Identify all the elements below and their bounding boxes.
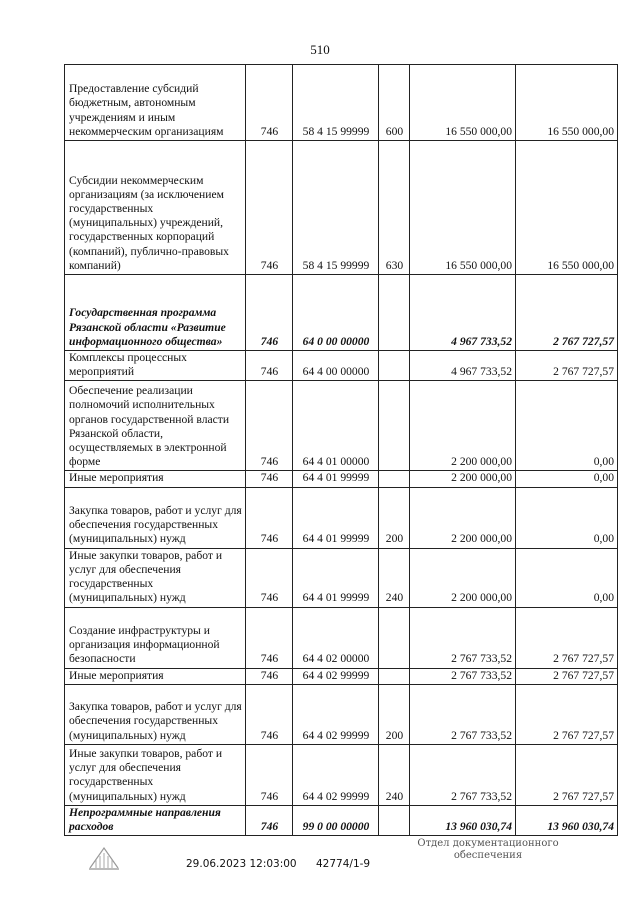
row-sum-1: 2 767 733,52	[410, 607, 516, 668]
row-code: 64 4 02 99999	[293, 668, 379, 684]
row-name: Комплексы процессных мероприятий	[65, 351, 246, 381]
row-sum-2: 2 767 727,57	[516, 668, 618, 684]
row-name: Иные закупки товаров, работ и услуг для обеспечения государственных (муниципальных) нужд	[65, 744, 246, 805]
row-grbs: 746	[246, 684, 293, 744]
row-sum-2: 0,00	[516, 548, 618, 607]
row-name: Иные закупки товаров, работ и услуг для обеспечения государственных (муниципальных) нужд	[65, 548, 246, 607]
row-sum-1: 16 550 000,00	[410, 65, 516, 141]
row-code: 64 4 01 99999	[293, 487, 379, 548]
row-code: 64 4 02 99999	[293, 744, 379, 805]
table-row	[65, 141, 618, 275]
row-name: Государственная программа Рязанской области «Развитие информационного общества»	[65, 275, 246, 351]
row-grbs: 746	[246, 471, 293, 487]
row-sum-1: 2 767 733,52	[410, 668, 516, 684]
row-sum-2: 0,00	[516, 381, 618, 471]
row-sum-2: 13 960 030,74	[516, 805, 618, 835]
row-name: Субсидии некоммерческим организациям (за исключением государственных (муниципальных) учреждений, государственных корпораций (компаний), публично-правовых компаний)	[65, 141, 246, 275]
row-code: 99 0 00 00000	[293, 805, 379, 835]
row-name: Иные мероприятия	[65, 471, 246, 487]
row-grbs: 746	[246, 607, 293, 668]
row-code: 58 4 15 99999	[293, 65, 379, 141]
table-row	[65, 381, 618, 471]
row-grbs: 746	[246, 744, 293, 805]
table-row	[65, 487, 618, 548]
footer-timestamp: 29.06.2023 12:03:00	[186, 858, 297, 870]
row-sum-1: 2 200 000,00	[410, 487, 516, 548]
row-vr	[379, 668, 410, 684]
row-sum-1: 2 767 733,52	[410, 744, 516, 805]
row-name: Закупка товаров, работ и услуг для обеспечения государственных (муниципальных) нужд	[65, 487, 246, 548]
row-vr: 200	[379, 684, 410, 744]
row-sum-2: 2 767 727,57	[516, 744, 618, 805]
row-code: 64 4 00 00000	[293, 351, 379, 381]
row-code: 58 4 15 99999	[293, 141, 379, 275]
row-vr: 630	[379, 141, 410, 275]
row-vr	[379, 381, 410, 471]
row-code: 64 4 01 99999	[293, 471, 379, 487]
row-code: 64 4 02 99999	[293, 684, 379, 744]
table-row	[65, 548, 618, 607]
department-stamp-line2: обеспечения	[453, 850, 523, 861]
row-sum-2: 16 550 000,00	[516, 65, 618, 141]
table-row	[65, 744, 618, 805]
table-row	[65, 351, 618, 381]
row-code: 64 4 02 00000	[293, 607, 379, 668]
row-sum-1: 2 767 733,52	[410, 684, 516, 744]
row-vr: 240	[379, 548, 410, 607]
row-name: Создание инфраструктуры и организация информационной безопасности	[65, 607, 246, 668]
row-sum-1: 2 200 000,00	[410, 471, 516, 487]
budget-table	[64, 64, 618, 836]
row-grbs: 746	[246, 487, 293, 548]
row-sum-2: 2 767 727,57	[516, 607, 618, 668]
page-number: 510	[310, 42, 330, 57]
row-sum-2: 2 767 727,57	[516, 684, 618, 744]
row-name: Предоставление субсидий бюджетным, автономным учреждениям и иным некоммерческим организациям	[65, 65, 246, 141]
row-vr: 200	[379, 487, 410, 548]
row-grbs: 746	[246, 351, 293, 381]
footer-doc-number: 42774/1-9	[316, 858, 371, 870]
row-vr	[379, 275, 410, 351]
row-vr: 240	[379, 744, 410, 805]
row-grbs: 746	[246, 275, 293, 351]
table-row	[65, 805, 618, 835]
table-row	[65, 65, 618, 141]
row-name: Обеспечение реализации полномочий исполнительных органов государственной власти Рязанской области, осуществляемых в электронной форме	[65, 381, 246, 471]
row-grbs: 746	[246, 668, 293, 684]
row-sum-1: 16 550 000,00	[410, 141, 516, 275]
row-sum-1: 2 200 000,00	[410, 548, 516, 607]
row-sum-2: 0,00	[516, 487, 618, 548]
row-vr	[379, 607, 410, 668]
row-sum-1: 2 200 000,00	[410, 381, 516, 471]
row-grbs: 746	[246, 805, 293, 835]
department-stamp	[408, 838, 568, 862]
row-vr	[379, 471, 410, 487]
row-vr: 600	[379, 65, 410, 141]
table-row	[65, 668, 618, 684]
row-code: 64 4 01 99999	[293, 548, 379, 607]
row-sum-1: 4 967 733,52	[410, 351, 516, 381]
row-sum-2: 0,00	[516, 471, 618, 487]
table-row	[65, 684, 618, 744]
department-stamp-line1: Отдел документационного	[417, 838, 559, 849]
row-sum-2: 2 767 727,57	[516, 275, 618, 351]
row-grbs: 746	[246, 548, 293, 607]
row-sum-2: 2 767 727,57	[516, 351, 618, 381]
row-sum-1: 13 960 030,74	[410, 805, 516, 835]
row-grbs: 746	[246, 141, 293, 275]
row-vr	[379, 805, 410, 835]
row-code: 64 4 01 00000	[293, 381, 379, 471]
table-row	[65, 275, 618, 351]
row-sum-2: 16 550 000,00	[516, 141, 618, 275]
row-name: Непрограммные направления расходов	[65, 805, 246, 835]
row-vr	[379, 351, 410, 381]
row-grbs: 746	[246, 65, 293, 141]
emblem-logo-icon	[86, 842, 122, 872]
row-sum-1: 4 967 733,52	[410, 275, 516, 351]
row-code: 64 0 00 00000	[293, 275, 379, 351]
table-row	[65, 471, 618, 487]
row-name: Закупка товаров, работ и услуг для обеспечения государственных (муниципальных) нужд	[65, 684, 246, 744]
row-name: Иные мероприятия	[65, 668, 246, 684]
row-grbs: 746	[246, 381, 293, 471]
table-row	[65, 607, 618, 668]
